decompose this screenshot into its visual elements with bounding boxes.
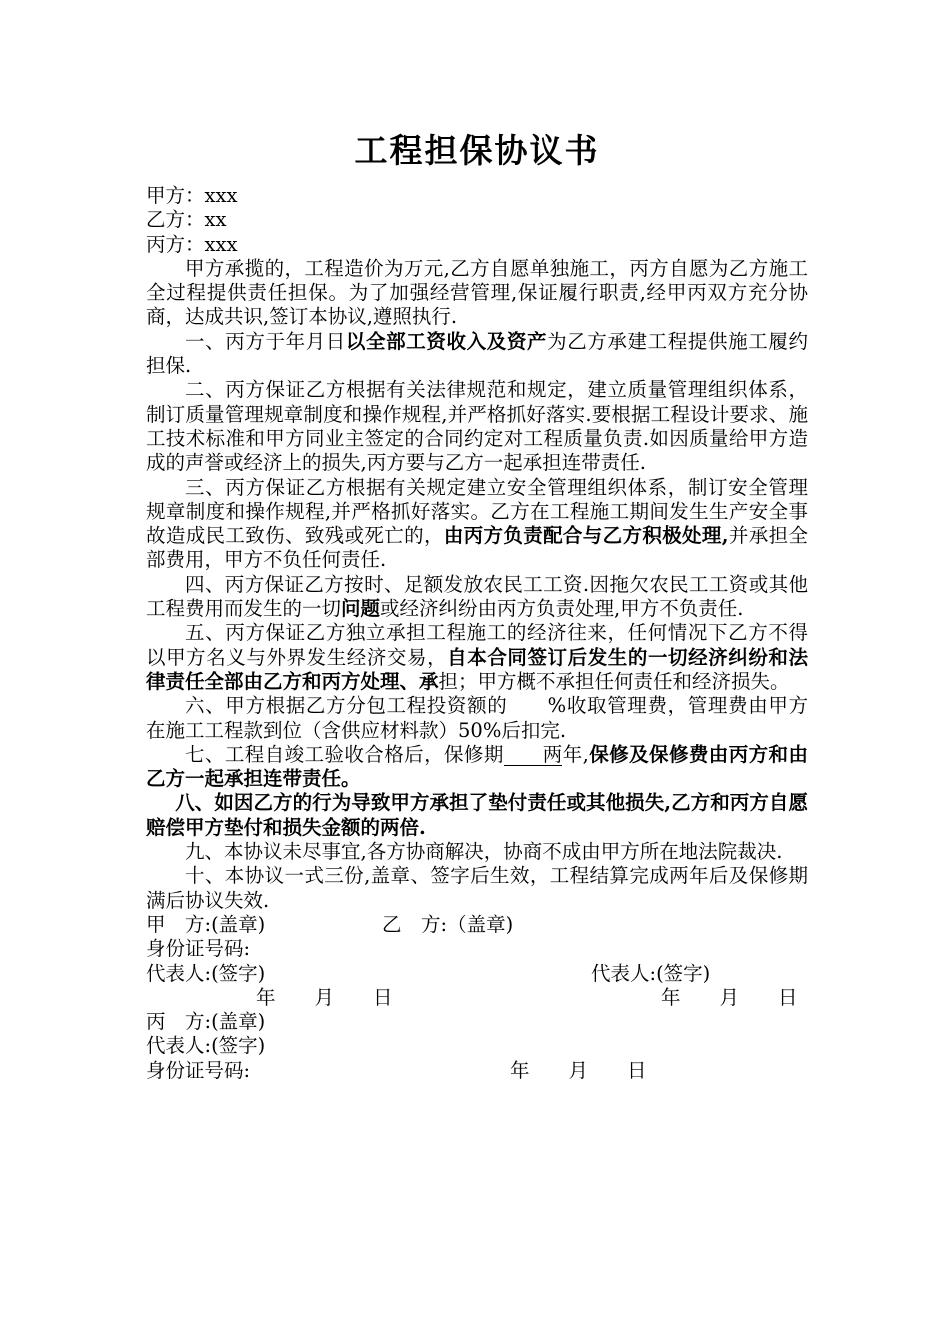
signature-row-7 (146, 1059, 808, 1083)
party-c: 丙方：xxx (146, 232, 238, 256)
clause-4-text: 四、丙方保证乙方按时、足额发放农民工工资.因拖欠农民工工资或其他工程费用而发生的一切 (146, 572, 808, 621)
agreement-page (146, 130, 808, 1083)
clause-4 (146, 573, 808, 622)
clause-7-mid: 年, (562, 742, 589, 766)
clause-10: 十、本协议一式三份,盖章、签字后生效，工程结算完成两年后及保修期满后协议失效. (146, 864, 808, 912)
signature-row-3 (146, 962, 808, 986)
clause-1-bold: 以全部工资收入及资产 (345, 329, 548, 353)
clause-2: 二、丙方保证乙方根据有关法律规范和规定，建立质量管理组织体系，制订质量管理规章制度和操作规程,并严格抓好落实.要根据工程设计要求、施工技术标准和甲方同业主签定的合同约定对工程质量负责.如因质量给甲方造成的声誉或经济上的损失,丙方要与乙方一起承担连带责任. (146, 378, 808, 475)
clause-3 (146, 476, 808, 573)
signature-row-4 (146, 986, 808, 1010)
warranty-years-blank: 两 (504, 745, 563, 766)
clause-7-bold: 保修及保修费由丙方和由乙方一起承担连带责任。 (146, 742, 808, 791)
rep-b-sign-label: 代表人:(签字) (591, 961, 711, 985)
date-b: 年 月 日 (661, 985, 798, 1009)
clause-5-bold: 自本合同签订后发生的一切经济纠纷和法律责任全部由乙方和丙方处理、承 (146, 645, 808, 693)
party-b-seal-label: 乙 方:（盖章) (382, 912, 514, 936)
id-number-label-1: 身份证号码: (146, 937, 251, 961)
party-a: 甲方：xxx (146, 184, 238, 207)
clause-5-tail: 担；甲方概不承担任何责任和经济损失。 (438, 669, 790, 693)
signature-row-2 (146, 937, 808, 961)
party-b: 乙方：xx (146, 208, 227, 232)
clause-5 (146, 621, 808, 694)
clause-4-tail: 或经济纠纷由丙方负责处理,甲方不负责任. (380, 597, 744, 621)
clause-1 (146, 330, 808, 379)
clause-1-tail: 为乙方承建工程提供施工履约担保. (146, 329, 808, 378)
rep-c-sign-label: 代表人:(签字) (146, 1034, 266, 1058)
clause-3-text: 三、丙方保证乙方根据有关规定建立安全管理组织体系，制订安全管理规章制度和操作规程,并严格抓好落实。乙方在工程施工期间发生生产安全事故造成民工致伤、致残或死亡的， (146, 475, 808, 548)
party-c-seal-label: 丙 方:(盖章) (146, 1010, 266, 1034)
clause-8: 八、如因乙方的行为导致甲方承担了垫付责任或其他损失,乙方和丙方自愿赔偿甲方垫付和损失金额的两倍. (146, 791, 808, 839)
clause-5-text: 五、丙方保证乙方独立承担工程施工的经济往来，任何情况下乙方不得以甲方名义与外界发生经济交易， (146, 621, 808, 669)
signature-row-1 (146, 913, 808, 937)
clause-7-text: 七、工程自竣工验收合格后，保修期 (185, 742, 504, 766)
clause-4-bold: 问题 (341, 597, 381, 621)
clause-6: 六、甲方根据乙方分包工程投资额的 %收取管理费，管理费由甲方在施工工程款到位（含供应材料款）50%后扣完. (146, 694, 808, 742)
date-c: 年 月 日 (510, 1058, 647, 1082)
date-a: 年 月 日 (256, 985, 393, 1009)
intro-paragraph: 甲方承揽的，工程造价为万元,乙方自愿单独施工，丙方自愿为乙方施工全过程提供责任担保。为了加强经营管理,保证履行职责,经甲丙双方充分协商，达成共识,签订本协议,遵照执行. (146, 256, 808, 329)
clause-7 (146, 743, 808, 792)
signature-row-6 (146, 1034, 808, 1058)
id-number-label-2: 身份证号码: (146, 1058, 251, 1082)
signature-row-5 (146, 1010, 808, 1034)
document-title: 工程担保协议书 (354, 131, 600, 170)
clause-1-text: 一、丙方于年月日 (185, 329, 346, 353)
clause-3-tail: 并承担全部费用，甲方不负任何责任. (146, 524, 808, 572)
clause-3-bold: 由丙方负责配合与乙方积极处理, (443, 524, 729, 548)
rep-a-sign-label: 代表人:(签字) (146, 961, 266, 985)
clause-9: 九、本协议未尽事宜,各方协商解决，协商不成由甲方所在地法院裁决. (185, 840, 783, 864)
party-a-seal-label: 甲 方:(盖章) (146, 912, 266, 936)
